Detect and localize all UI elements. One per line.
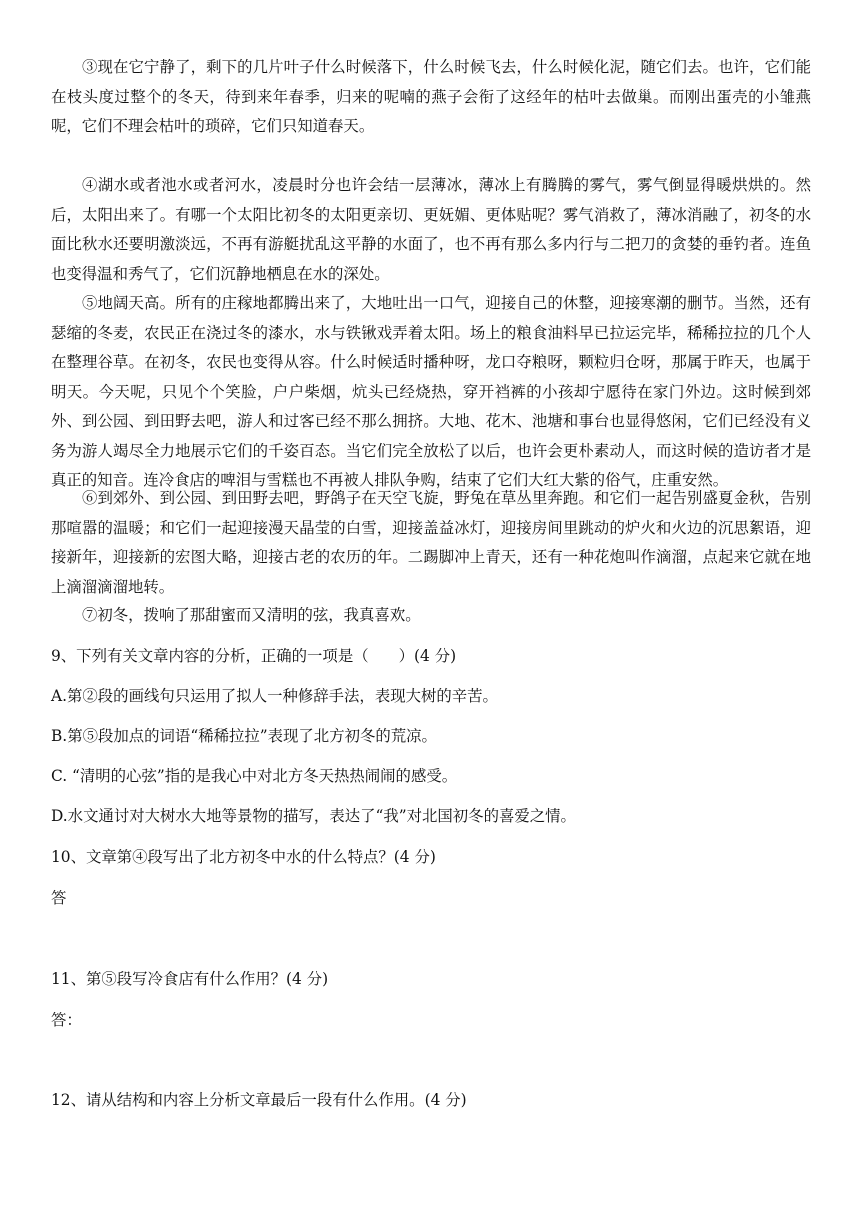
paragraph-3: ③现在它宁静了，剩下的几片叶子什么时候落下，什么时候飞去，什么时候化泥，随它们去。也许，它们能在枝头度过整个的冬天，待到来年春季，归来的呢喃的燕子会衔了这经年的枯叶去做巢。而刚出蛋壳的小雏燕呢，它们不理会枯叶的琐碎，它们只知道春天。 bbox=[51, 58, 811, 135]
question-10-answer-label: 答 bbox=[51, 889, 67, 907]
question-9-option-c: C. “清明的心弦”指的是我心中对北方冬天热热闹闹的感受。 bbox=[51, 767, 458, 785]
paragraph-6: ⑥到郊外、到公园、到田野去吧，野鸽子在天空飞旋，野兔在草丛里奔跑。和它们一起告别盛夏金秋，告别那喧嚣的温暖；和它们一起迎接漫天晶莹的白雪，迎接盖益冰灯，迎接房间里跳动的炉火和火边的沉思絮语，迎接新年，迎接新的宏图大略，迎接古老的农历的年。二踢脚冲上青天，还有一种花炮叫作滴溜，点起来它就在地上滴溜滴溜地转。 bbox=[51, 489, 811, 596]
question-9-stem-end: ）(4 分) bbox=[398, 647, 457, 665]
question-10-stem: 10、文章第④段写出了北方初冬中水的什么特点？(4 分) bbox=[51, 848, 436, 866]
paragraph-5: ⑤地阔天高。所有的庄稼地都腾出来了，大地吐出一口气，迎接自己的休整，迎接寒潮的删节。当然，还有瑟缩的冬麦，农民正在浇过冬的漆水，水与铁锹戏弄着太阳。场上的粮食油料早已拉运完毕，稀稀拉拉的几个人在整理谷草。在初冬，农民也变得从容。什么时候适时播种呀，龙口夺粮呀，颗粒归仓呀，那属于昨天，也属于明天。今天呢，只见个个笑脸，户户柴烟，炕头已经烧热，穿开裆裤的小孩却宁愿待在家门外边。这时候到郊外、到公园、到田野去吧，游人和过客已经不那么拥挤。大地、花木、池塘和事台也显得悠闲，它们已经没有义务为游人竭尽全力地展示它们的千姿百态。当它们完全放松了以后，也许会更朴素动人，而这时候的造访者才是真正的知音。连冷食店的啤泪与雪糕也不再被人排队争购，结束了它们大红大紫的俗气，庄重安然。 bbox=[51, 294, 811, 489]
question-9-option-d: D.水文通讨对大树水大地等景物的描写，表达了“我”对北国初冬的喜爱之情。 bbox=[51, 807, 576, 825]
paragraph-4: ④湖水或者池水或者河水，凌晨时分也许会结一层薄冰，薄冰上有腾腾的雾气，雾气倒显得暖烘烘的。然后，太阳出来了。有哪一个太阳比初冬的太阳更亲切、更妩媚、更体贴呢？雾气消救了，薄冰消融了，初冬的水面比秋水还要明激淡远，不再有游艇扰乱这平静的水面了，也不再有那么多内行与二把刀的贪婪的垂钓者。连鱼也变得温和秀气了，它们沉静地栖息在水的深处。 bbox=[51, 176, 811, 283]
question-9-option-a: A.第②段的画线句只运用了拟人一种修辞手法，表现大树的辛苦。 bbox=[51, 687, 498, 705]
question-9-stem bbox=[51, 645, 821, 667]
question-11-stem: 11、第⑤段写冷食店有什么作用？(4 分) bbox=[51, 970, 329, 988]
question-9-stem-start: 9、下列有关文章内容的分析，正确的一项是（ bbox=[51, 647, 369, 665]
paragraph-7: ⑦初冬，拨响了那甜蜜而又清明的弦，我真喜欢。 bbox=[82, 606, 421, 624]
question-12-stem: 12、请从结构和内容上分析文章最后一段有什么作用。(4 分) bbox=[51, 1091, 467, 1109]
question-11-answer-label: 答： bbox=[51, 1011, 82, 1029]
question-9-option-b: B.第⑤段加点的词语“稀稀拉拉”表现了北方初冬的荒凉。 bbox=[51, 727, 437, 745]
